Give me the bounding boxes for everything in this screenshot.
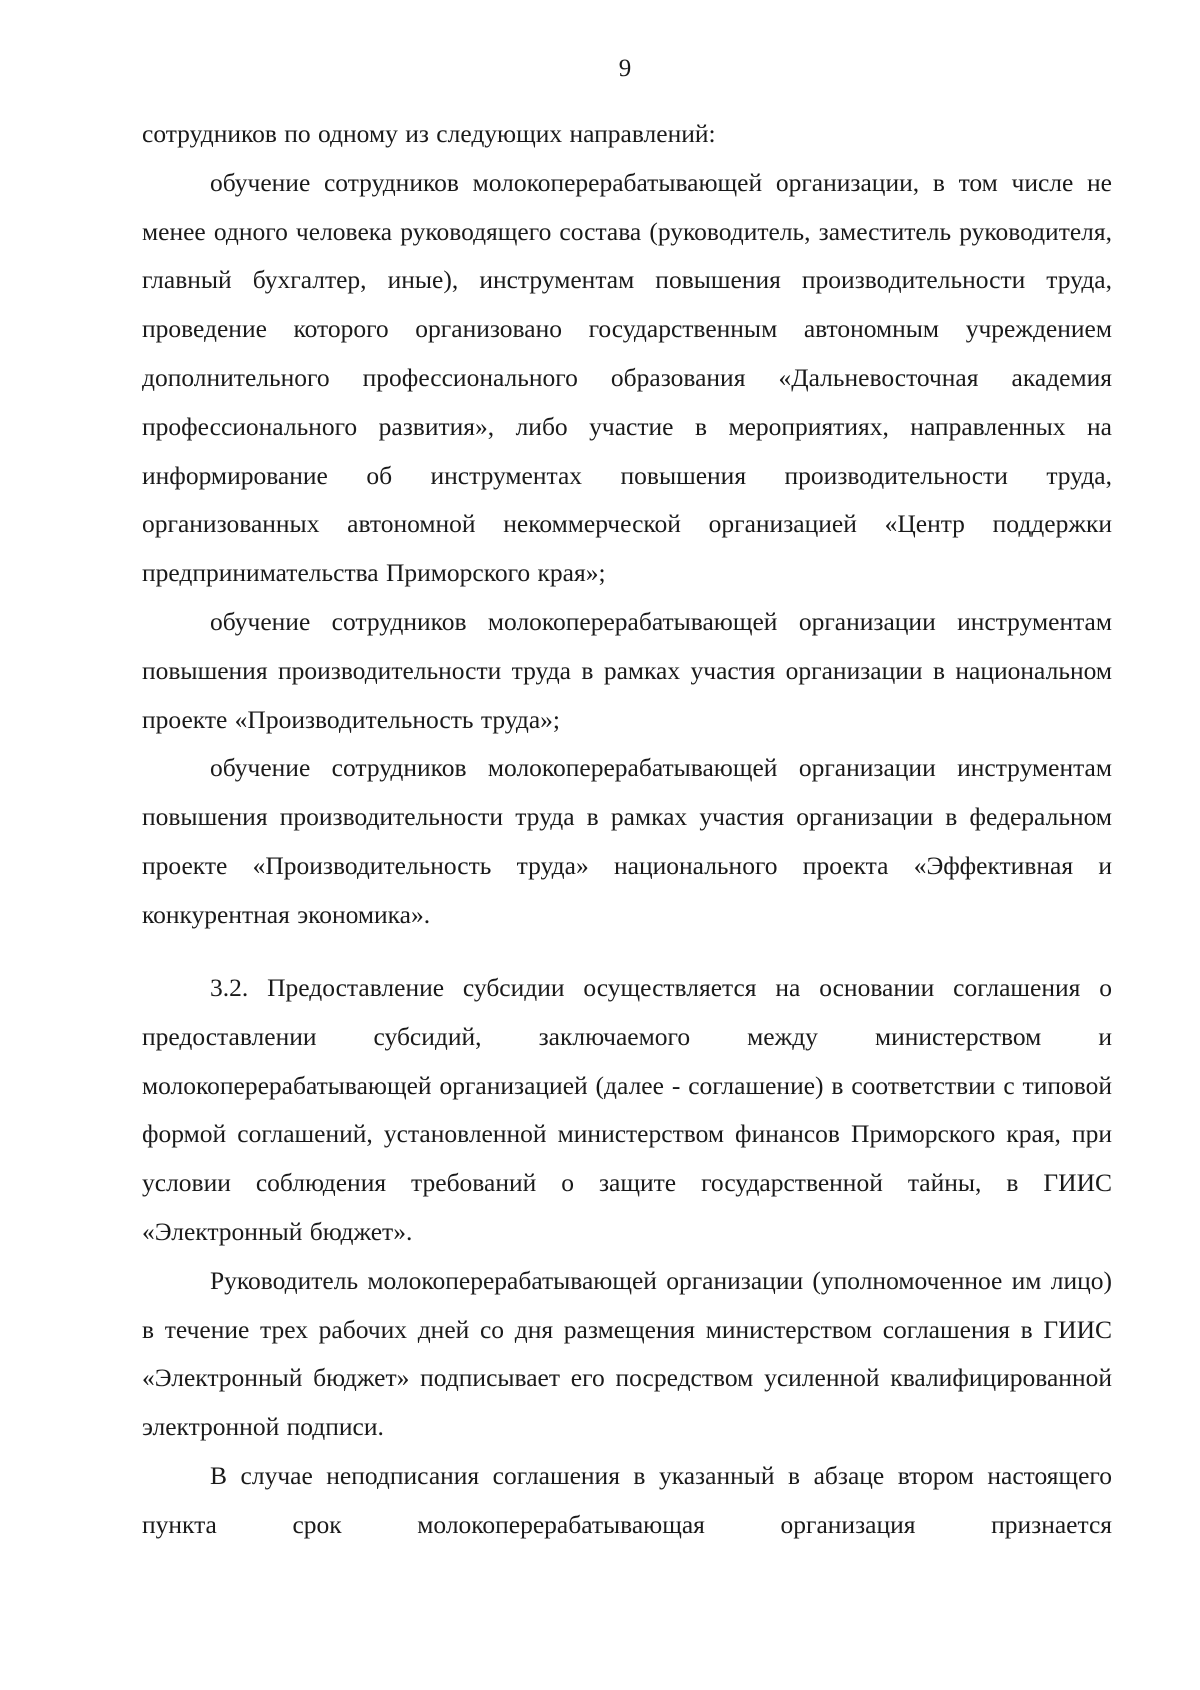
paragraph-direction-3: обучение сотрудников молокоперерабатывающей организации инструментам повышения производительности труда в рамках участия организации в федеральном проекте «Производительность труда» национального проекта «Эффективная и конкурентная экономика». [142,753,1112,929]
paragraph-clause-3-2: 3.2. Предоставление субсидии осуществляется на основании соглашения о предоставлении субсидий, заключаемого между министерством и молокоперерабатывающей организацией (далее - соглашение) в соответствии с типовой формой соглашений, установленной министерством финансов Приморского края, при условии соблюдения требований о защите государственной тайны, в ГИИС «Электронный бюджет». [142,973,1112,1246]
paragraph-direction-2: обучение сотрудников молокоперерабатывающей организации инструментам повышения производительности труда в рамках участия организации в национальном проекте «Производительность труда»; [142,606,1112,734]
page-number: 9 [618,55,632,82]
paragraph-intro-continuation: сотрудников по одному из следующих направлений: [142,119,716,148]
paragraph-signing-deadline: Руководитель молокоперерабатывающей организации (уполномоченное им лицо) в течение трех рабочих дней со дня размещения министерством соглашения в ГИИС «Электронный бюджет» подписывает его посредством усиленной квалифицированной электронной подписи. [142,1265,1112,1442]
text-block-lower [142,964,1112,1550]
paragraph-direction-1: обучение сотрудников молокоперерабатывающей организации, в том числе не менее одного человека руководящего состава (руководитель, заместитель руководителя, главный бухгалтер, иные), инструментам повышения производительности труда, проведение которого организовано государственным автономным учреждением дополнительного профессионального образования «Дальневосточная академия профессионального развития», либо участие в мероприятиях, направленных на информирование об инструментах повышения производительности труда, организованных автономной некоммерческой организацией «Центр поддержки предпринимательства Приморского края»; [142,167,1112,588]
paragraph-non-signing: В случае неподписания соглашения в указанный в абзаце втором настоящего пункта срок молокоперерабатывающая организация признается [142,1460,1112,1539]
text-block-upper [142,110,1112,940]
